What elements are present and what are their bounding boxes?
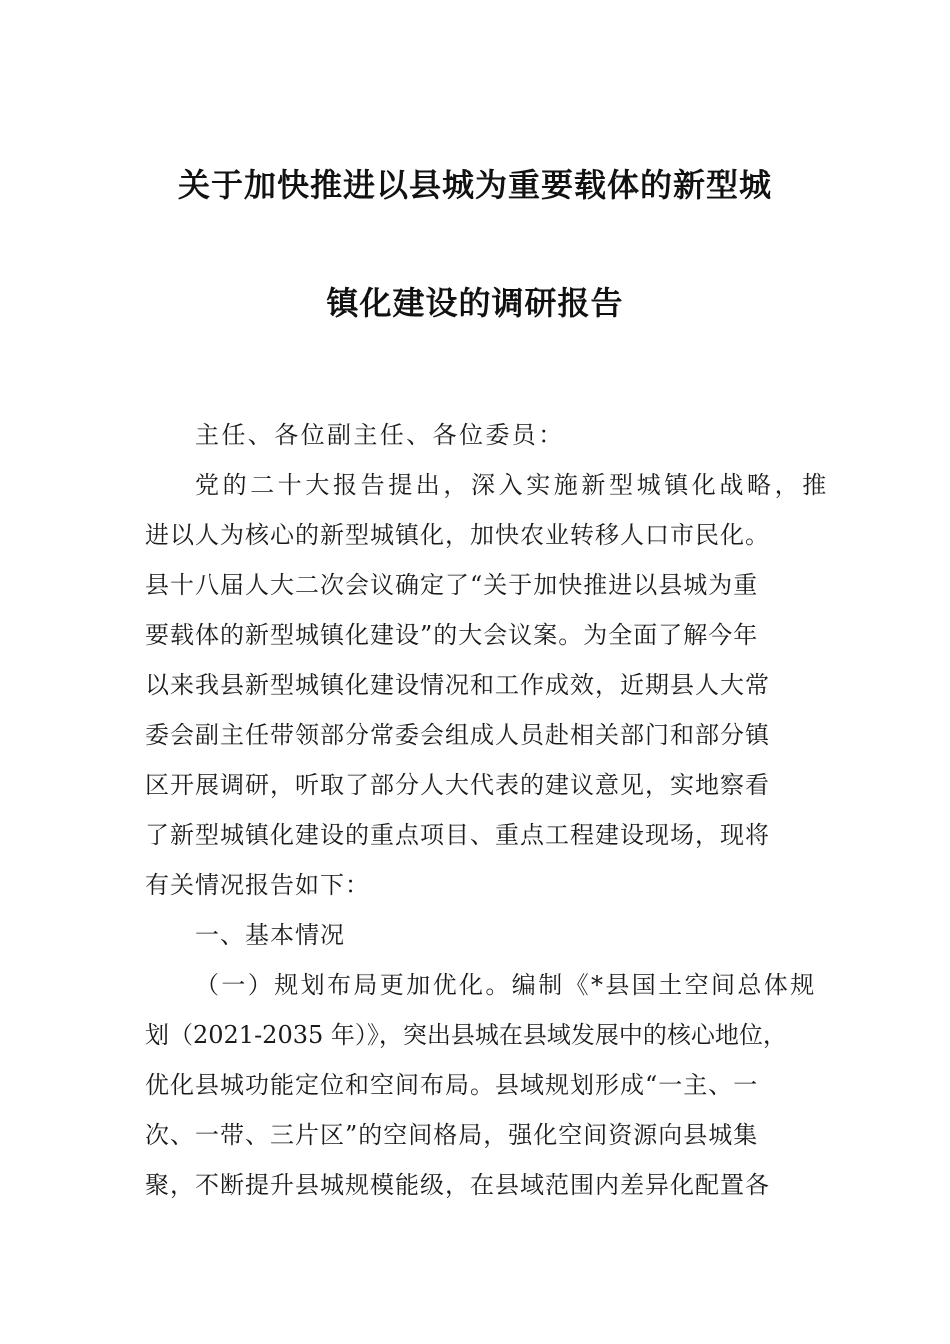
paragraph-line: 次、一带、三片区”的空间格局，强化空间资源向县城集	[145, 1121, 759, 1149]
paragraph-line: 委会副主任带领部分常委会组成人员赴相关部门和部分镇	[145, 721, 770, 749]
paragraph-line: 党的二十大报告提出，深入实施新型城镇化战略，推	[195, 471, 830, 499]
paragraph-line: 了新型城镇化建设的重点项目、重点工程建设现场，现将	[145, 821, 770, 849]
paragraph-line: 优化县城功能定位和空间布局。县域规划形成“一主、一	[145, 1071, 759, 1099]
paragraph-line: 划（2021-2035 年）》，突出县城在县域发展中的核心地位，	[145, 1021, 787, 1049]
paragraph-line: 要载体的新型城镇化建设”的大会议案。为全面了解今年	[145, 621, 759, 649]
paragraph-line: 区开展调研，听取了部分人大代表的建议意见，实地察看	[145, 771, 770, 799]
document-title-line-2: 镇化建设的调研报告	[326, 284, 624, 322]
paragraph-line: 以来我县新型城镇化建设情况和工作成效，近期县人大常	[145, 671, 770, 699]
section-heading: 一、基本情况	[195, 921, 345, 949]
document-body	[145, 410, 830, 1210]
document-title-line-1: 关于加快推进以县城为重要载体的新型城	[177, 166, 772, 204]
paragraph-line: 有关情况报告如下：	[145, 871, 370, 899]
subsection-heading: （一）规划布局更加优化。编制《*县国土空间总体规	[195, 971, 817, 999]
paragraph-line: 聚，不断提升县城规模能级，在县域范围内差异化配置各	[145, 1171, 770, 1199]
paragraph-line: 进以人为核心的新型城镇化，加快农业转移人口市民化。	[145, 521, 770, 549]
salutation: 主任、各位副主任、各位委员：	[195, 421, 565, 449]
paragraph-line: 县十八届人大二次会议确定了“关于加快推进以县城为重	[145, 571, 759, 599]
